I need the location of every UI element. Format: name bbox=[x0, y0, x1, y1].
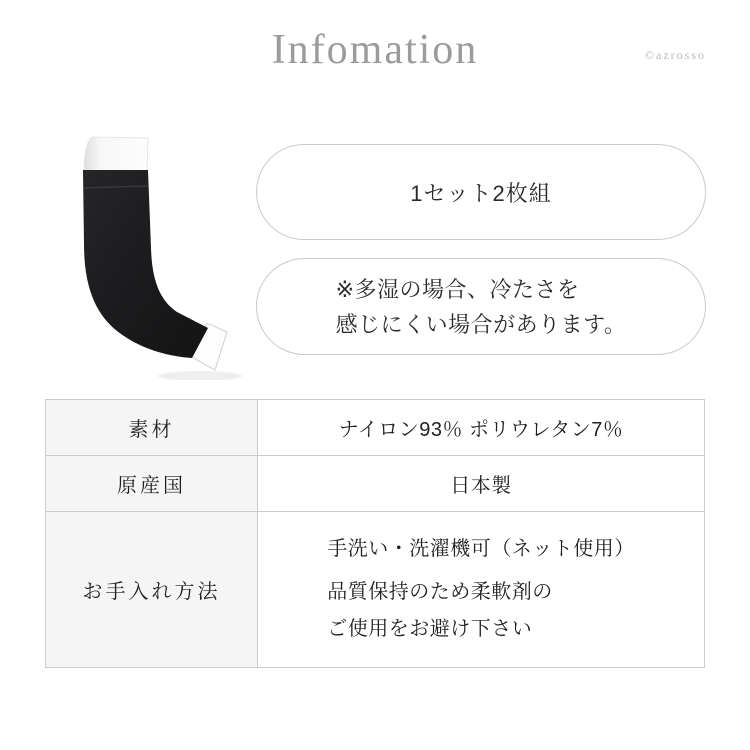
callout-humidity-note bbox=[256, 258, 706, 355]
care-line: ご使用をお避け下さい bbox=[327, 618, 533, 640]
care-line: 品質保持のため柔軟剤の bbox=[327, 581, 553, 603]
page-title: Infomation bbox=[271, 27, 479, 73]
callout-humidity-text bbox=[336, 272, 627, 342]
spec-value-care bbox=[258, 512, 705, 668]
callout-line: ※多湿の場合、冷たさを bbox=[335, 276, 580, 302]
care-line: 手洗い・洗濯機可（ネット使用） bbox=[327, 538, 635, 560]
spec-label-care: お手入れ方法 bbox=[46, 512, 258, 668]
table-row-material bbox=[46, 400, 705, 456]
callout-set-count bbox=[256, 144, 706, 240]
spec-value-origin: 日本製 bbox=[258, 456, 705, 512]
upper-arm-shape bbox=[84, 137, 148, 172]
spec-table bbox=[45, 399, 705, 668]
watermark-credit: ©azrosso bbox=[644, 48, 706, 62]
sleeve-shape bbox=[83, 170, 208, 358]
spec-label-material: 素材 bbox=[46, 400, 258, 456]
spec-value-material: ナイロン93％ ポリウレタン7％ bbox=[258, 400, 705, 456]
arm-shadow bbox=[158, 371, 242, 380]
table-row-origin bbox=[46, 456, 705, 512]
spec-label-origin: 原産国 bbox=[46, 456, 258, 512]
callout-line: 感じにくい場合があります。 bbox=[335, 311, 627, 337]
table-row-care bbox=[46, 512, 705, 668]
callout-set-count-text: 1セット2枚組 bbox=[410, 180, 552, 206]
arm-sleeve-photo bbox=[55, 130, 255, 380]
care-instructions bbox=[327, 531, 635, 648]
